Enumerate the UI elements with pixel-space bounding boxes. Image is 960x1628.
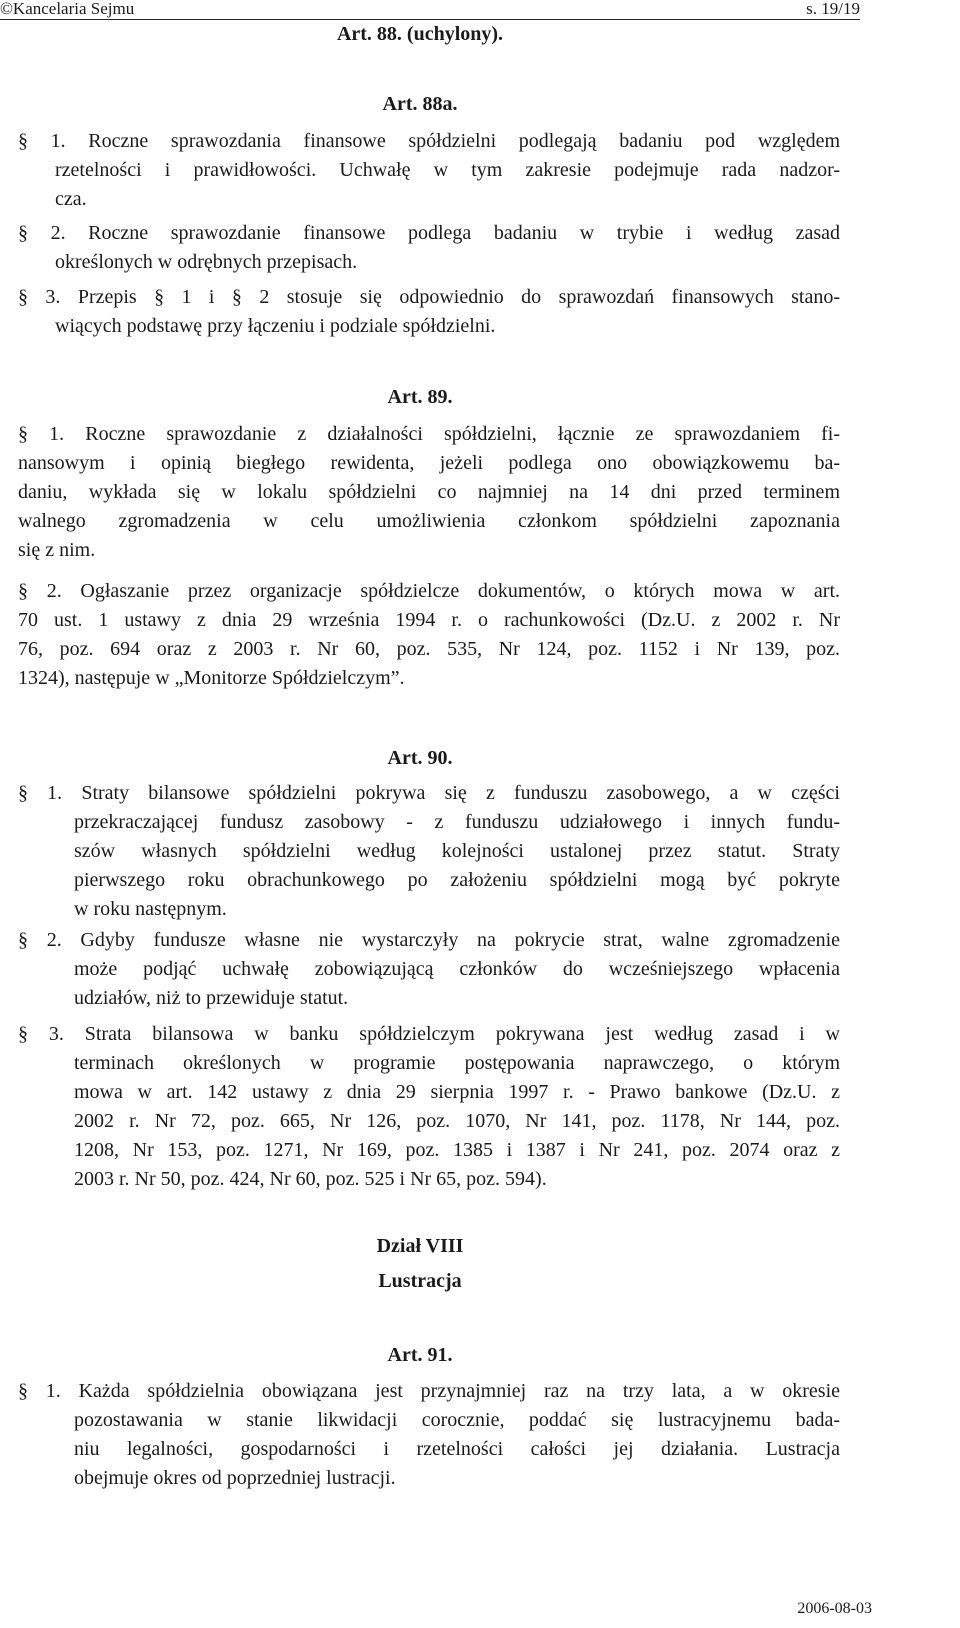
art-88a-par-2: § 2. Roczne sprawozdanie finansowe podlega badaniu w trybie i według zasad określonych w odrębnych przepisach.	[18, 222, 840, 273]
art-91-title: Art. 91.	[387, 1344, 453, 1366]
art-89-par-2: § 2. Ogłaszanie przez organizacje spółdzielcze dokumentów, o których mowa w art. 70 ust. 1 ustawy z dnia 29 września 1994 r. o rachunkowości (Dz.U. z 2002 r. Nr 76, poz. 694 oraz z 2003 r. Nr 60, poz. 535, Nr 124, poz. 1152 i Nr 139, poz. 1324), następuje w „Monitorze Spółdzielczym”.	[18, 580, 840, 689]
art-88a-par-1: § 1. Roczne sprawozdania finansowe spółdzielni podlegają badaniu pod względem rzetelności i prawidłowości. Uchwałę w tym zakresie podejmuje rada nadzor- cza.	[18, 130, 840, 210]
art-90-title: Art. 90.	[387, 747, 453, 769]
page-header	[0, 0, 960, 22]
art-90-par-3: § 3. Strata bilansowa w banku spółdzielczym pokrywana jest według zasad i w terminach określonych w programie postępowania naprawczego, o którym mowa w art. 142 ustawy z dnia 29 sierpnia 1997 r. - Prawo bankowe (Dz.U. z 2002 r. Nr 72, poz. 665, Nr 126, poz. 1070, Nr 141, poz. 1178, Nr 144, poz. 1208, Nr 153, poz. 1271, Nr 169, poz. 1385 i 1387 i Nr 241, poz. 2074 oraz z 2003 r. Nr 50, poz. 424, Nr 60, poz. 525 i Nr 65, poz. 594).	[18, 1023, 840, 1190]
art-90-par-2: § 2. Gdyby fundusze własne nie wystarczyły na pokrycie strat, walne zgromadzenie może podjąć uchwałę zobowiązującą członków do wcześniejszego wpłacenia udziałów, niż to przewiduje statut.	[18, 929, 840, 1009]
art-89-par-1: § 1. Roczne sprawozdanie z działalności spółdzielni, łącznie ze sprawozdaniem fi- nansowym i opinią biegłego rewidenta, jeżeli podlega ono obowiązkowemu ba- daniu, wykłada się w lokalu spółdzielni co najmniej na 14 dni przed terminem walnego zgromadzenia w celu umożliwienia członkom spółdzielni zapoznania się z nim.	[18, 423, 840, 561]
section-title: Dział VIII	[376, 1235, 464, 1257]
header-rule	[0, 19, 860, 20]
header-publisher: ©Kancelaria Sejmu	[0, 0, 135, 18]
header-page-number: s. 19/19	[806, 0, 860, 18]
art-89-title: Art. 89.	[387, 386, 453, 408]
art-88-title: Art. 88. (uchylony).	[336, 23, 504, 45]
section-subtitle: Lustracja	[378, 1270, 462, 1292]
art-88a-par-3: § 3. Przepis § 1 i § 2 stosuje się odpowiednio do sprawozdań finansowych stano- wiących podstawę przy łączeniu i podziale spółdzielni.	[18, 286, 840, 337]
art-88a-title: Art. 88a.	[382, 93, 458, 115]
art-91-par-1: § 1. Każda spółdzielnia obowiązana jest przynajmniej raz na trzy lata, a w okresie pozostawania w stanie likwidacji corocznie, poddać się lustracyjnemu bada- niu legalności, gospodarności i rzetelności całości jej działania. Lustracja obejmuje okres od poprzedniej lustracji.	[18, 1380, 840, 1489]
art-90-par-1: § 1. Straty bilansowe spółdzielni pokrywa się z funduszu zasobowego, a w części przekraczającej fundusz zasobowy - z funduszu udziałowego i innych fundu- szów własnych spółdzielni według kolejności ustalonej przez statut. Straty pierwszego roku obrachunkowego po założeniu spółdzielni mogą być pokryte w roku następnym.	[18, 782, 840, 920]
footer-date: 2006-08-03	[797, 1600, 872, 1617]
